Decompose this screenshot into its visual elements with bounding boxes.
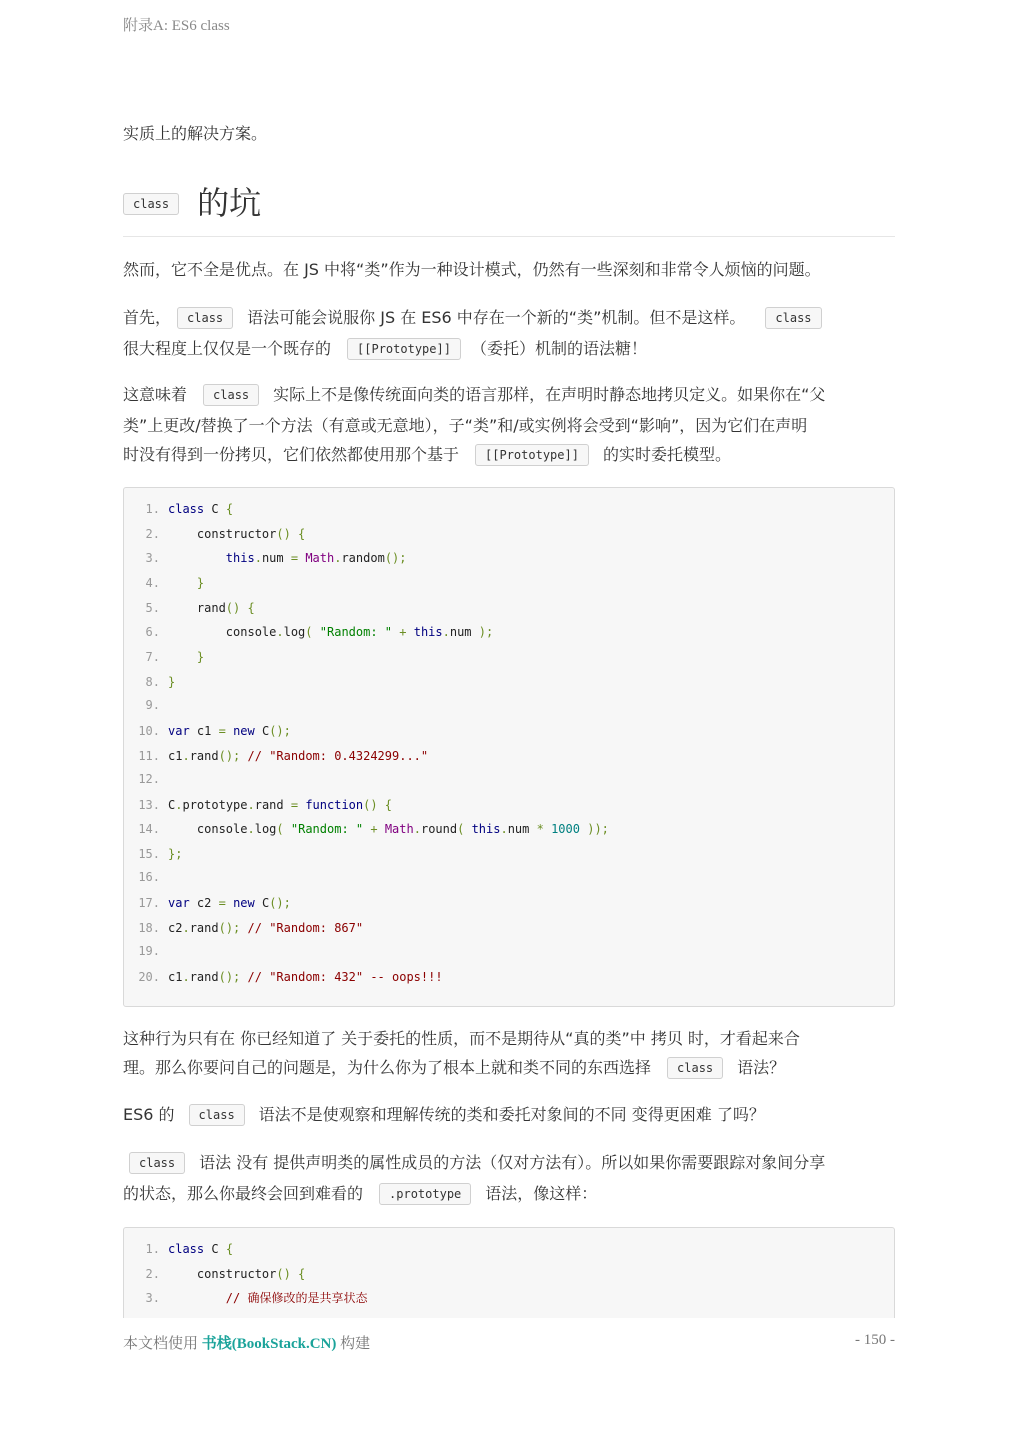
code-block: 1. class C { 2. constructor() { 3. this.num = Math.random(); 4. } 5. rand() { 6. console.log( "Random: " + this.num ); 7. } 8. } 9. 10. var c1 = new C(); 11. c1.rand(); // "Random: 0.4324299..." 12. 13. C.prototype.rand = function() { 14. console.log( "Random: " + Math.round( this.num * 1000 )); 15. }; 16. 17. var c2 = new C(); 18. c2.rand(); // "Random: 867" 19. 20. c1.rand(); // "Random: 432" -- oops!!! — [123, 487, 895, 1007]
inline-code: class — [667, 1057, 723, 1079]
text: 的实时委托模型。 — [602, 445, 731, 464]
paragraph — [123, 1024, 895, 1084]
paragraph — [123, 1148, 895, 1210]
text: 语法可能会说服你 JS 在 ES6 中存在一个新的“类”机制。但不是这样。 — [247, 308, 746, 327]
inline-code: .prototype — [379, 1183, 471, 1205]
text: 语法？ — [737, 1058, 786, 1077]
text: ES6 的 — [123, 1105, 175, 1124]
text: 语法，像这样： — [485, 1184, 598, 1203]
inline-code: class — [203, 384, 259, 406]
text: 时没有得到一份拷贝，它们依然都使用那个基于 — [123, 445, 460, 464]
section-heading — [123, 178, 895, 237]
inline-code: class — [765, 307, 821, 329]
paragraph — [123, 380, 895, 471]
text: 语法 没有 提供声明类的属性成员的方法（仅对方法有）。所以如果你需要跟踪对象间分享 — [199, 1153, 826, 1172]
footer-credit — [123, 1332, 370, 1353]
text: 实际上不是像传统面向类的语言那样，在声明时静态地拷贝定义。如果你在“父 — [273, 385, 826, 404]
code-block: 1. class C { 2. constructor() { 3. // 确保修改的是共享状态 — [123, 1227, 895, 1359]
page-number: - 150 - — [855, 1332, 895, 1348]
text: 理。那么你要问自己的问题是，为什么你为了根本上就和类不同的东西选择 — [123, 1058, 652, 1077]
running-header: 附录A: ES6 class — [123, 18, 230, 34]
heading-text: 的坑 — [197, 184, 262, 222]
paragraph: 实质上的解决方案。 — [123, 124, 268, 143]
footer-prefix: 本文档使用 — [123, 1336, 202, 1352]
inline-code: class — [189, 1104, 245, 1126]
paragraph: 然而，它不全是优点。在 JS 中将“类”作为一种设计模式，仍然有一些深刻和非常令人烦恼的问题。 — [123, 260, 821, 279]
text: 很大程度上仅仅是一个既存的 — [123, 339, 332, 358]
text: （委托）机制的语法糖！ — [470, 339, 647, 358]
text: 语法不是使观察和理解传统的类和委托对象间的不同 变得更困难 了吗？ — [258, 1105, 765, 1124]
inline-code: class — [129, 1152, 185, 1174]
text: 的状态，那么你最终会回到难看的 — [123, 1184, 364, 1203]
inline-code: class — [177, 307, 233, 329]
paragraph — [123, 1100, 895, 1131]
text: 类”上更改/替换了一个方法（有意或无意地），子“类”和/或实例将会受到“影响”，因为它们在声明 — [123, 416, 808, 435]
text: 首先， — [123, 308, 172, 327]
heading-code: class — [123, 193, 179, 215]
text: 这种行为只有在 你已经知道了 关于委托的性质，而不是期待从“真的类”中 拷贝 时，才看起来合 — [123, 1029, 800, 1048]
footer-suffix: 构建 — [336, 1336, 371, 1352]
inline-code: [[Prototype]] — [347, 338, 461, 360]
inline-code: [[Prototype]] — [475, 444, 589, 466]
footer-brand-link[interactable]: 书栈(BookStack.CN) — [201, 1336, 337, 1352]
text: 这意味着 — [123, 385, 188, 404]
paragraph — [123, 303, 895, 365]
